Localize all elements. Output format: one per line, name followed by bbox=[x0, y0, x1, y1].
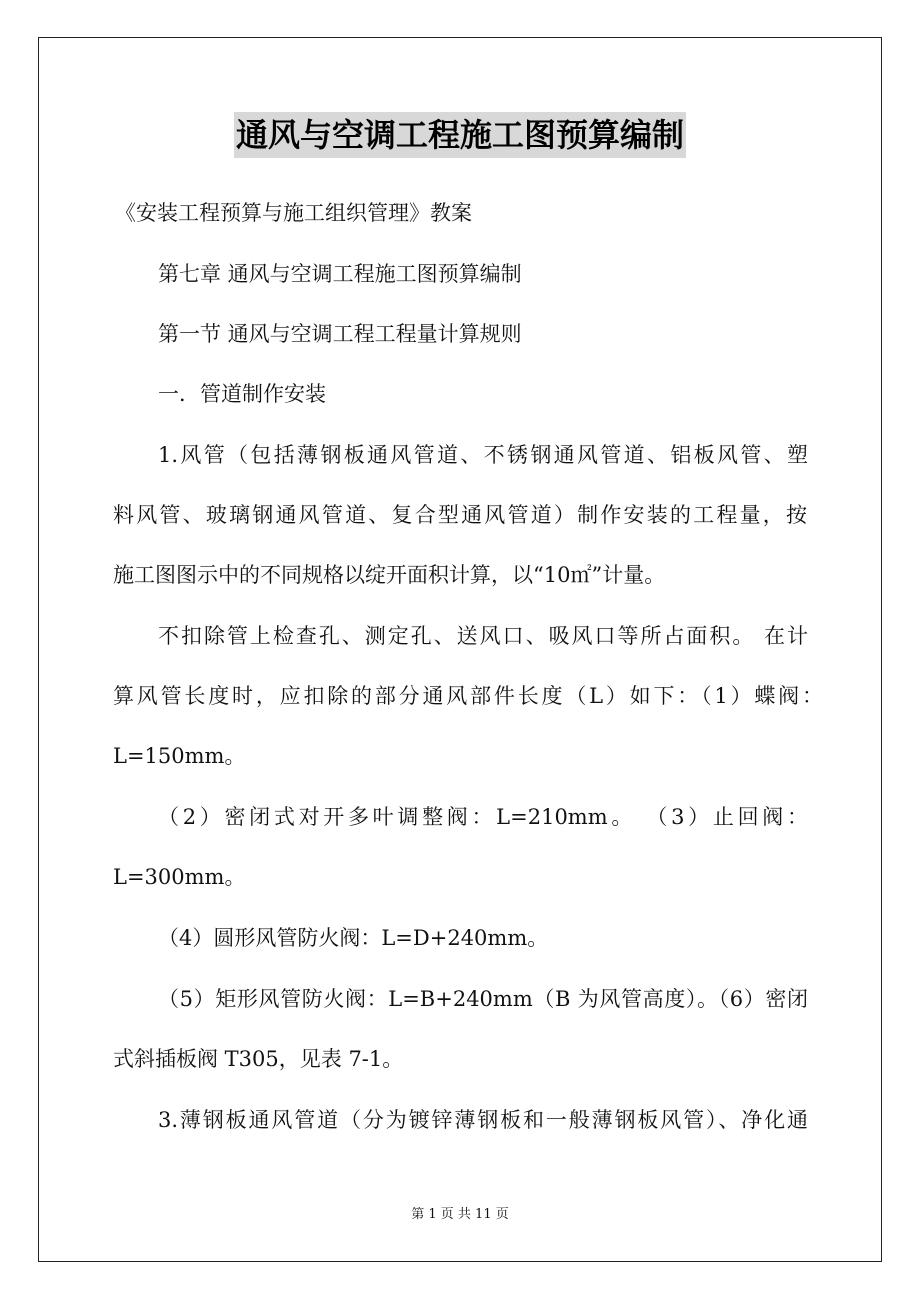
paragraph-line: L=150mm。 bbox=[113, 744, 246, 768]
course-line: 《安装工程预算与施工组织管理》教案 bbox=[115, 201, 472, 225]
paragraph-line: 式斜插板阀 T305，见表 7-1。 bbox=[113, 1047, 404, 1071]
paragraph-line: 算风管长度时，应扣除的部分通风部件长度（L）如下：（1）蝶阀： bbox=[113, 684, 823, 708]
paragraph-line: （4）圆形风管防火阀：L=D+240mm。 bbox=[158, 926, 549, 950]
subsection-heading: 一．管道制作安装 bbox=[158, 382, 326, 406]
document-title: 通风与空调工程施工图预算编制 bbox=[234, 112, 686, 158]
chapter-heading: 第七章 通风与空调工程施工图预算编制 bbox=[158, 262, 522, 286]
paragraph-line: 1.风管（包括薄钢板通风管道、不锈钢通风管道、铝板风管、塑 bbox=[158, 443, 808, 467]
paragraph-line: （2）密闭式对开多叶调整阀：L=210mm。 （3）止回阀： bbox=[158, 805, 808, 829]
paragraph-line: 3.薄钢板通风管道（分为镀锌薄钢板和一般薄钢板风管）、净化通 bbox=[158, 1108, 808, 1132]
title-container bbox=[0, 112, 920, 158]
paragraph-line: 施工图图示中的不同规格以绽开面积计算，以“10㎡”计量。 bbox=[113, 563, 666, 587]
paragraph-line: 不扣除管上检查孔、测定孔、送风口、吸风口等所占面积。 在计 bbox=[158, 624, 808, 648]
paragraph-line: 料风管、玻璃钢通风管道、复合型通风管道）制作安装的工程量，按 bbox=[113, 503, 807, 527]
paragraph-line: （5）矩形风管防火阀：L=B+240mm（B 为风管高度）。（6）密闭 bbox=[158, 987, 808, 1011]
section-heading: 第一节 通风与空调工程工程量计算规则 bbox=[158, 322, 522, 346]
paragraph-line: L=300mm。 bbox=[113, 865, 246, 889]
page-footer: 第 1 页 共 11 页 bbox=[411, 1207, 509, 1222]
